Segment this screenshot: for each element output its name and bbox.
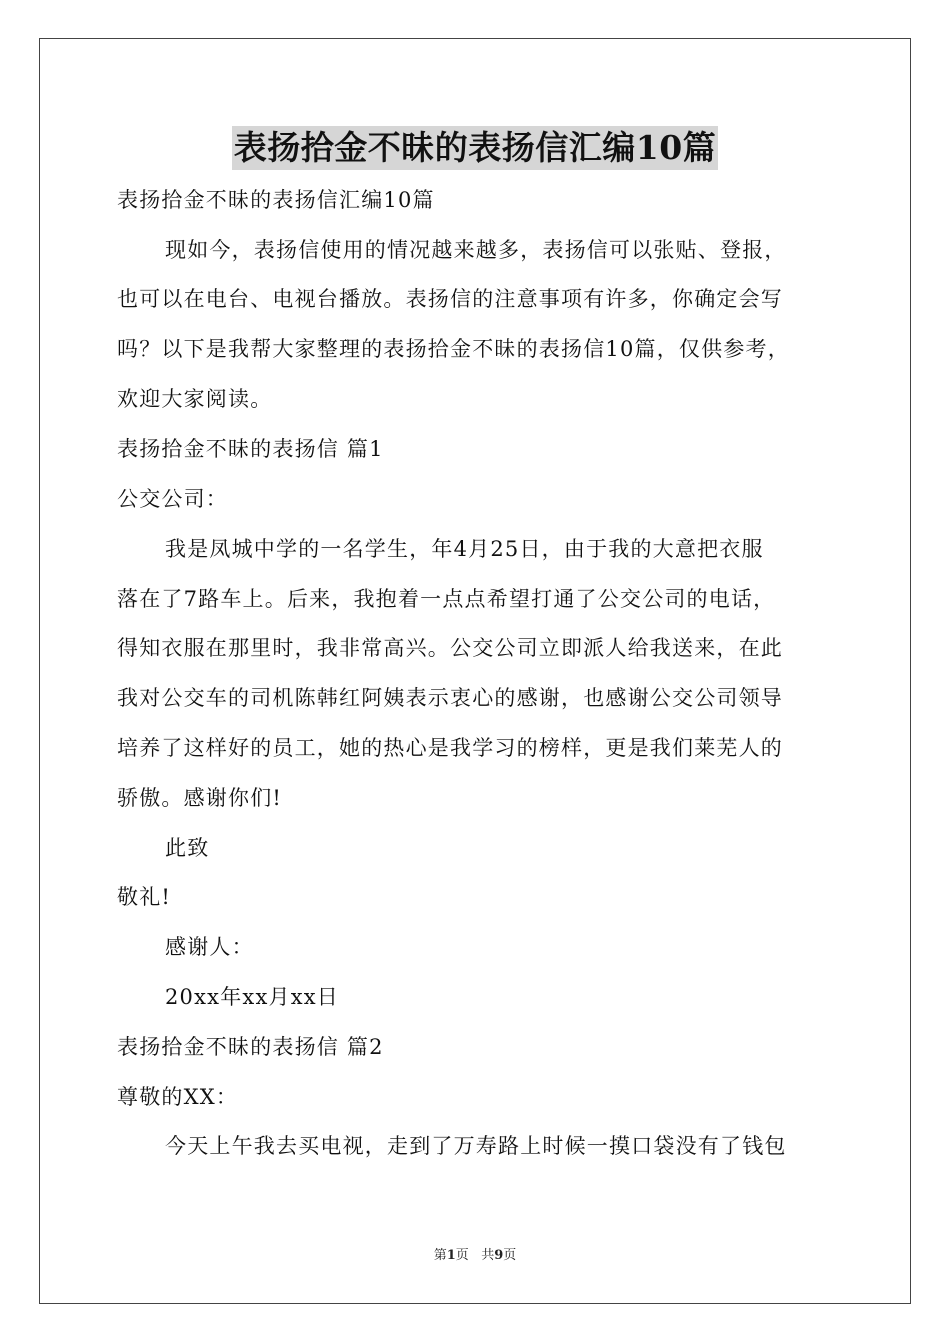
footer-page-suffix: 页 <box>455 1248 469 1263</box>
closing-jingli: 敬礼! <box>117 885 172 909</box>
body-line-2: 落在了7路车上。后来，我抱着一点点希望打通了公交公司的电话， <box>117 587 776 611</box>
page-border <box>39 38 911 1304</box>
body-line-1: 我是凤城中学的一名学生，年4月25日，由于我的大意把衣服 <box>165 537 764 561</box>
body2-line-1: 今天上午我去买电视，走到了万寿路上时候一摸口袋没有了钱包 <box>165 1134 787 1158</box>
footer-page-current: 1 <box>446 1248 456 1263</box>
closing-cizhi: 此致 <box>165 836 210 860</box>
body-line-4: 我对公交车的司机陈韩红阿姨表示衷心的感谢，也感谢公交公司领导 <box>117 686 783 710</box>
salutation-2: 尊敬的XX： <box>117 1085 239 1109</box>
footer-total-pages: 9 <box>494 1248 504 1263</box>
intro-line-3: 吗？以下是我帮大家整理的表扬拾金不昧的表扬信10篇，仅供参考， <box>117 337 790 361</box>
signature-date: 20xx年xx月xx日 <box>165 985 339 1009</box>
footer-total-prefix: 共 <box>481 1248 495 1263</box>
footer-total-suffix: 页 <box>503 1248 517 1263</box>
body-line-3: 得知衣服在那里时，我非常高兴。公交公司立即派人给我送来，在此 <box>117 636 783 660</box>
subtitle-line: 表扬拾金不昧的表扬信汇编10篇 <box>117 188 435 212</box>
intro-line-2: 也可以在电台、电视台播放。表扬信的注意事项有许多，你确定会写 <box>117 287 783 311</box>
footer-page-prefix: 第 <box>433 1248 447 1263</box>
title-container <box>0 126 950 170</box>
document-title: 表扬拾金不昧的表扬信汇编10篇 <box>232 126 718 170</box>
body-line-6: 骄傲。感谢你们! <box>117 786 283 810</box>
page-footer <box>0 1247 950 1265</box>
intro-line-1: 现如今，表扬信使用的情况越来越多，表扬信可以张贴、登报， <box>165 238 787 262</box>
signature-label: 感谢人： <box>165 935 254 959</box>
intro-line-4: 欢迎大家阅读。 <box>117 387 273 411</box>
body-line-5: 培养了这样好的员工，她的热心是我学习的榜样，更是我们莱芜人的 <box>117 736 783 760</box>
section-heading-2: 表扬拾金不昧的表扬信 篇2 <box>117 1035 384 1059</box>
salutation-1: 公交公司： <box>117 487 228 511</box>
section-heading-1: 表扬拾金不昧的表扬信 篇1 <box>117 437 384 461</box>
